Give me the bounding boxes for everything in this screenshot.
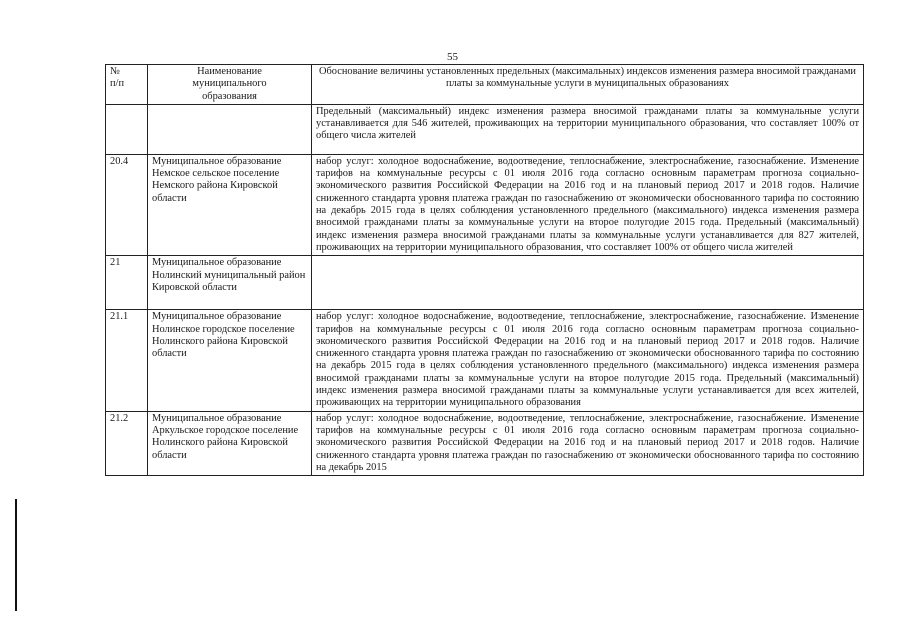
table-row: [106, 310, 864, 411]
row-municipality: Муниципальное образование Нолинский муниципальный район Кировской области: [148, 256, 312, 310]
header-number: № п/п: [106, 65, 148, 105]
table-row: [106, 154, 864, 255]
row-basis-text: набор услуг: холодное водоснабжение, водоотведение, теплоснабжение, электроснабжение, газоснабжение. Изменение тарифов на коммунальные ресурсы с 01 июля 2016 года согласно основным параметрам прогноза социально-экономического развития Российской Федерации на 2016 год и на плановый период 2017 и 2018 годов. Наличие сниженного стандарта уровня платежа граждан по газоснабжению от экономически обоснованного тарифа по состоянию на декабрь 2015 года в целях соблюдения установленного предельного (максимального) индекса изменения размера вносимой гражданами платы за коммунальные услуги на второе полугодие 2015 года. Предельный (максимальный) индекс изменения размера вносимой гражданами платы за коммунальные услуги устанавливается для 827 жителей, проживающих на территории муниципального образования, что составляет 100% от общего числа жителей: [312, 154, 864, 255]
table-row: [106, 411, 864, 475]
row-number: 20.4: [106, 154, 148, 255]
row-number: 21.2: [106, 411, 148, 475]
row-municipality: Муниципальное образование Немское сельское поселение Немского района Кировской области: [148, 154, 312, 255]
row-basis-text: Предельный (максимальный) индекс изменения размера вносимой гражданами платы за коммунальные услуги устанавливается для 546 жителей, проживающих на территории муниципального образования, что составляет 100% от общего числа жителей: [312, 104, 864, 154]
table-row: [106, 256, 864, 310]
table-row: [106, 104, 864, 154]
row-basis-text: [312, 256, 864, 310]
row-basis-text: набор услуг: холодное водоснабжение, водоотведение, теплоснабжение, электроснабжение, газоснабжение. Изменение тарифов на коммунальные ресурсы с 01 июля 2016 года согласно основным параметрам прогноза социально-экономического развития Российской Федерации на 2016 год и на плановый период 2017 и 2018 годов. Наличие сниженного стандарта уровня платежа граждан по газоснабжению от экономически обоснованного тарифа по состоянию на декабрь 2015: [312, 411, 864, 475]
row-municipality: Муниципальное образование Нолинское городское поселение Нолинского района Кировской области: [148, 310, 312, 411]
row-number: 21: [106, 256, 148, 310]
header-basis: Обоснование величины установленных предельных (максимальных) индексов изменения размера вносимой гражданами платы за коммунальные услуги в муниципальных образованиях: [312, 65, 864, 105]
margin-mark: [15, 499, 17, 611]
table-header-row: [106, 65, 864, 105]
page-number: 55: [447, 51, 458, 63]
row-municipality: [148, 104, 312, 154]
header-municipality-name: Наименование муниципального образования: [148, 65, 312, 105]
row-basis-text: набор услуг: холодное водоснабжение, водоотведение, теплоснабжение, электроснабжение, газоснабжение. Изменение тарифов на коммунальные ресурсы с 01 июля 2016 года согласно основным параметрам прогноза социально-экономического развития Российской Федерации на 2016 год и на плановый период 2017 и 2018 годов. Наличие сниженного стандарта уровня платежа граждан по газоснабжению от экономически обоснованного тарифа по состоянию на декабрь 2015 года в целях соблюдения установленного предельного (максимального) индекса изменения размера вносимой гражданами платы за коммунальные услуги на второе полугодие 2015 года. Предельный (максимальный) индекс изменения размера вносимой гражданами платы за коммунальные услуги устанавливается для всех жителей, проживающих на территории муниципального образования: [312, 310, 864, 411]
row-number: 21.1: [106, 310, 148, 411]
row-number: [106, 104, 148, 154]
municipal-index-table: [105, 64, 864, 476]
row-municipality: Муниципальное образование Аркульское городское поселение Нолинского района Кировской области: [148, 411, 312, 475]
